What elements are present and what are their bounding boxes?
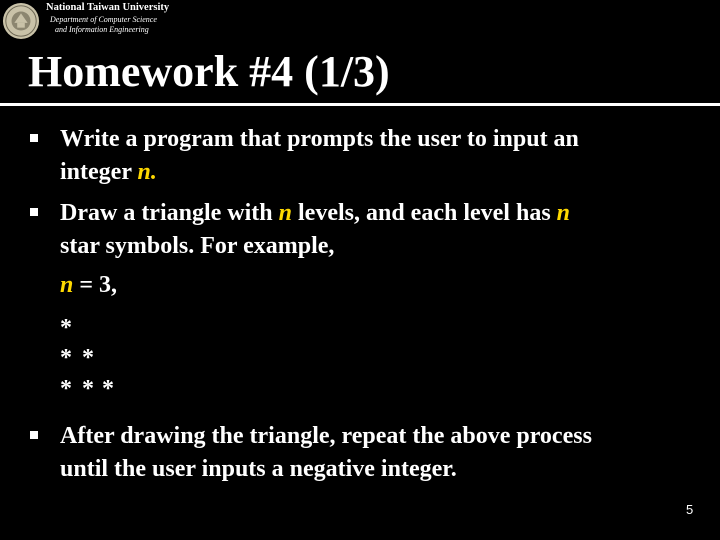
- university-name: National Taiwan University: [46, 2, 170, 13]
- star-symbol: *: [60, 315, 72, 341]
- slide-title: Homework #4 (1/3): [28, 47, 390, 96]
- title-divider: [0, 103, 720, 106]
- star-symbol: *: [102, 376, 114, 402]
- bullet-2-line-2: star symbols. For example,: [60, 233, 335, 259]
- page-number: 5: [686, 502, 694, 517]
- star-symbol: *: [82, 345, 94, 371]
- bullet-2-line-1: Draw a triangle with n levels, and each level has n: [60, 200, 571, 226]
- department-line-1: Department of Computer Science: [50, 15, 157, 24]
- bullet-marker-2: [30, 208, 38, 216]
- star-symbol: *: [82, 376, 94, 402]
- university-seal-icon: [2, 2, 40, 40]
- bullet-1-line-1: Write a program that prompts the user to input an: [60, 126, 579, 152]
- department-line-2: and Information Engineering: [55, 25, 149, 34]
- example-equation: n = 3,: [60, 272, 118, 298]
- variable-n: n: [137, 159, 151, 185]
- bullet-marker-3: [30, 431, 38, 439]
- variable-n: n: [278, 200, 292, 226]
- bullet-1-line-2: integer n.: [60, 159, 157, 185]
- department-name: [50, 15, 157, 35]
- variable-n: n: [556, 200, 571, 226]
- variable-n: n: [60, 272, 74, 298]
- bullet-marker-1: [30, 134, 38, 142]
- bullet-3-line-1: After drawing the triangle, repeat the above process: [60, 423, 592, 449]
- star-symbol: *: [60, 376, 72, 402]
- star-symbol: *: [60, 345, 72, 371]
- bullet-3-line-2: until the user inputs a negative integer.: [60, 456, 457, 482]
